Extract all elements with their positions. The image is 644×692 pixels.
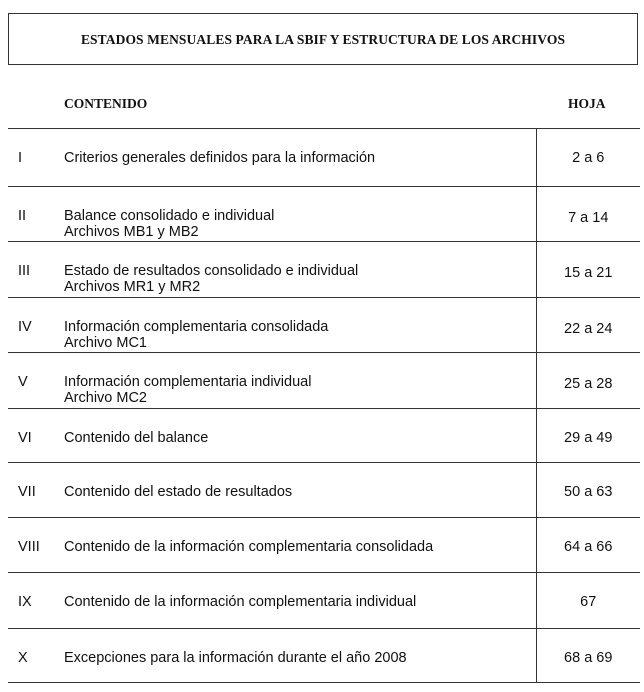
contents-table-body	[8, 129, 640, 683]
section-description	[64, 298, 536, 353]
section-number: III	[8, 242, 64, 298]
section-description	[64, 463, 536, 518]
table-row	[8, 573, 640, 629]
section-pages: 15 a 21	[536, 242, 640, 298]
section-title: Información complementaria individual	[64, 374, 312, 390]
table-row	[8, 353, 640, 409]
section-description	[64, 129, 536, 187]
table-row	[8, 187, 640, 242]
section-pages: 50 a 63	[536, 463, 640, 518]
section-title: Contenido del estado de resultados	[64, 484, 293, 500]
section-files: Archivos MB1 y MB2	[64, 224, 199, 240]
section-files: Archivo MC2	[64, 390, 147, 406]
section-number: V	[8, 353, 64, 409]
section-number: VIII	[8, 518, 64, 573]
table-row	[8, 463, 640, 518]
section-pages: 64 a 66	[536, 518, 640, 573]
section-number: II	[8, 187, 64, 242]
section-pages: 2 a 6	[536, 129, 640, 187]
table-row	[8, 298, 640, 353]
section-pages: 67	[536, 573, 640, 629]
section-description	[64, 629, 536, 683]
section-pages: 22 a 24	[536, 298, 640, 353]
section-description	[64, 518, 536, 573]
section-title: Balance consolidado e individual	[64, 208, 275, 224]
section-title: Contenido de la información complementaria consolidada	[64, 539, 434, 555]
section-title: Excepciones para la información durante el año 2008	[64, 650, 407, 666]
table-row	[8, 242, 640, 298]
section-number: VI	[8, 409, 64, 463]
section-pages: 68 a 69	[536, 629, 640, 683]
section-title: Criterios generales definidos para la información	[64, 150, 376, 166]
section-title: Contenido del balance	[64, 430, 209, 446]
section-description	[64, 242, 536, 298]
section-number: IV	[8, 298, 64, 353]
column-header-contenido: CONTENIDO	[64, 96, 148, 111]
section-pages: 7 a 14	[536, 187, 640, 242]
section-title: Información complementaria consolidada	[64, 319, 329, 335]
section-number: I	[8, 129, 64, 187]
section-number: X	[8, 629, 64, 683]
table-row	[8, 129, 640, 187]
table-row	[8, 518, 640, 573]
section-description	[64, 409, 536, 463]
section-description	[64, 187, 536, 242]
contents-table	[8, 128, 640, 683]
section-title: Estado de resultados consolidado e individual	[64, 263, 359, 279]
section-files: Archivos MR1 y MR2	[64, 279, 201, 295]
document-title-box	[8, 13, 638, 65]
column-header-hoja: HOJA	[568, 96, 606, 111]
section-description	[64, 573, 536, 629]
section-files: Archivo MC1	[64, 335, 147, 351]
section-pages: 25 a 28	[536, 353, 640, 409]
section-description	[64, 353, 536, 409]
table-row	[8, 629, 640, 683]
section-title: Contenido de la información complementaria individual	[64, 594, 417, 610]
section-pages: 29 a 49	[536, 409, 640, 463]
section-number: VII	[8, 463, 64, 518]
document-title: ESTADOS MENSUALES PARA LA SBIF Y ESTRUCTURA DE LOS ARCHIVOS	[80, 31, 566, 47]
section-number: IX	[8, 573, 64, 629]
table-row	[8, 409, 640, 463]
